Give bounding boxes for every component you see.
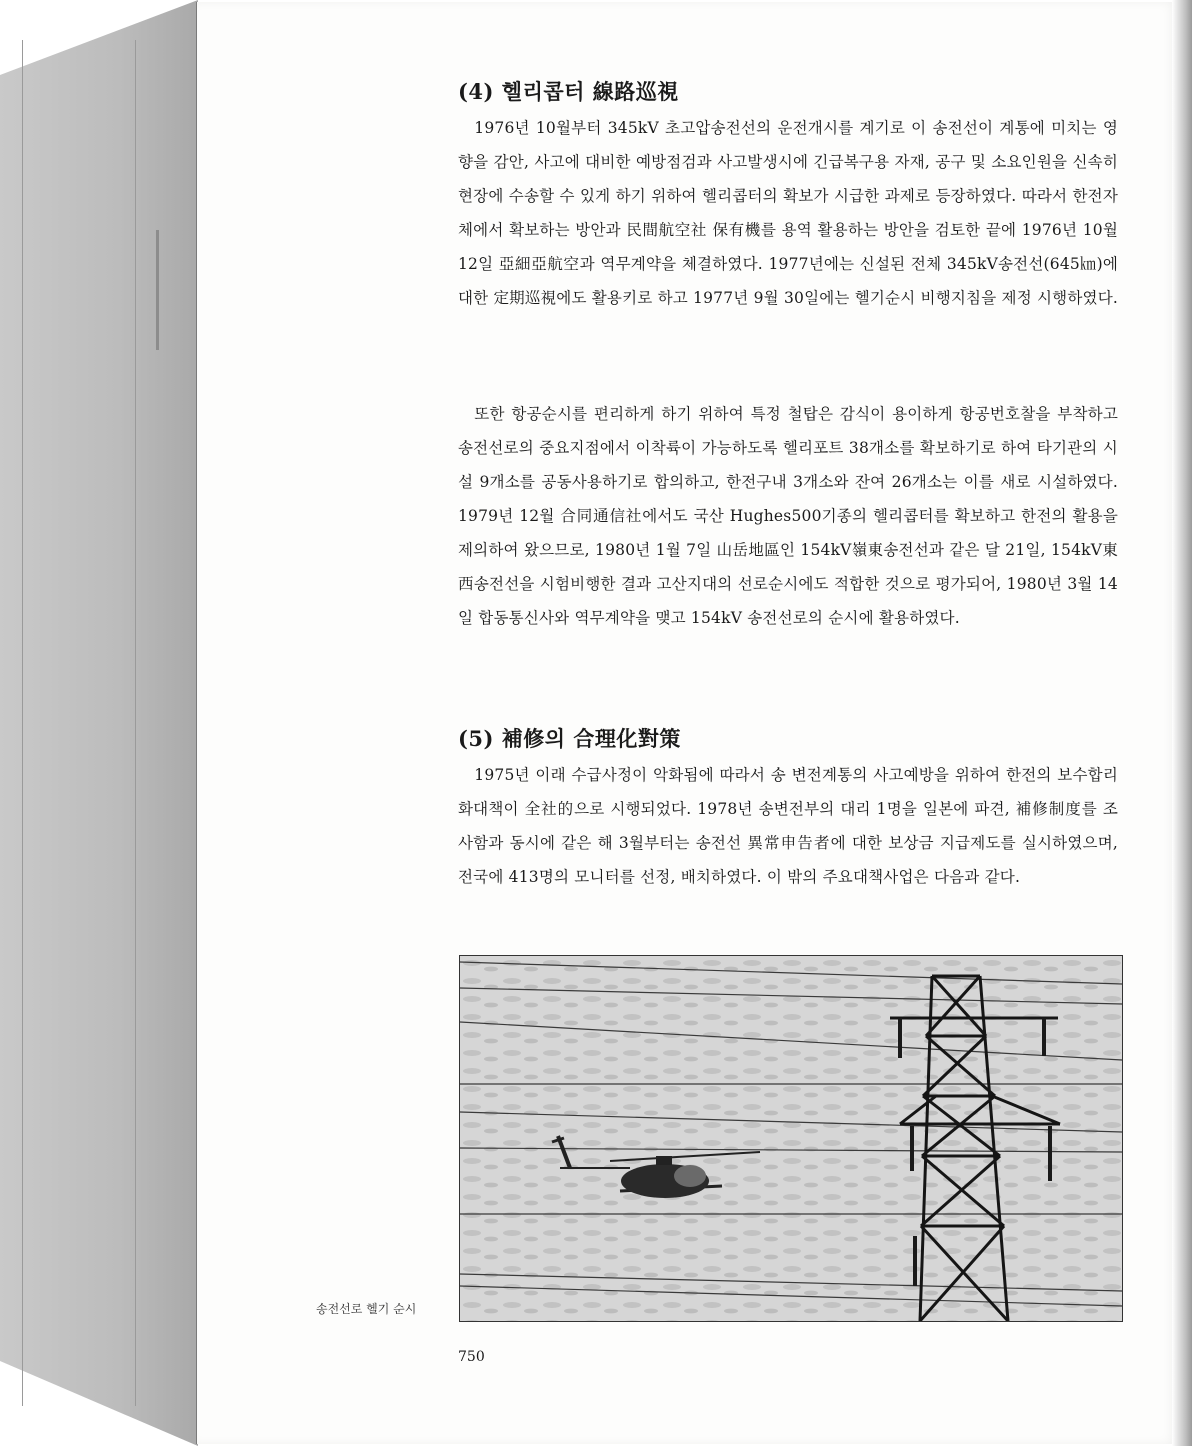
figure-photo (459, 955, 1123, 1322)
figure-caption: 송전선로 헬기 순시 (316, 1302, 417, 1316)
paragraph-maintenance: 1975년 이래 수급사정이 악화됨에 따라서 송 변전계통의 사고예방을 위하여 한전의 보수합리화대책이 全社的으로 시행되었다. 1978년 송변전부의 대리 1명을 일본에 파견, 補修制度를 조사함과 동시에 같은 해 3월부터는 송전선 異常申告者에 대한 보상금 지급제도를 실시하였으며, 전국에 413명의 모니터를 선정, 배치하였다. 이 밖의 주요대책사업은 다음과 같다. (458, 766, 1118, 886)
book-bottom-corner (0, 1361, 198, 1446)
helicopter-photo-illustration (460, 956, 1122, 1321)
book-top-corner (0, 0, 198, 75)
paragraph-helicopter-2: 또한 항공순시를 편리하게 하기 위하여 특정 철탑은 감식이 용이하게 항공번호찰을 부착하고 송전선로의 중요지점에서 이착륙이 가능하도록 헬리포트 38개소를 확보하기로 하여 타기관의 시설 9개소를 공동사용하기로 합의하고, 한전구내 3개소와 잔여 26개소는 이를 새로 시설하였다. 1979년 12월 合同通信社에서도 국산 Hughes500기종의 헬리콥터를 확보하고 한전의 활용을 제의하여 왔으므로, 1980년 1월 7일 山岳地區인 154kV嶺東송전선과 같은 달 21일, 154kV東西송전선을 시험비행한 결과 고산지대의 선로순시에도 적합한 것으로 평가되어, 1980년 3월 14일 합동통신사와 역무계약을 맺고 154kV 송전선로의 순시에 활용하였다. (458, 405, 1118, 627)
page-gutter-shadow (1172, 0, 1192, 1446)
page-edge-line (135, 40, 136, 1406)
paragraph-helicopter-1: 1976년 10월부터 345kV 초고압송전선의 운전개시를 계기로 이 송전선이 계통에 미치는 영향을 감안, 사고에 대비한 예방점검과 사고발생시에 긴급복구용 자재, 공구 및 소요인원을 신속히 현장에 수송할 수 있게 하기 위하여 헬리콥터의 확보가 시급한 과제로 등장하였다. 따라서 한전자체에서 확보하는 방안과 民間航空社 保有機를 용역 활용하는 방안을 검토한 끝에 1976년 10월 12일 亞細亞航空과 역무계약을 체결하였다. 1977년에는 신설된 전체 345kV송전선(645㎞)에 대한 定期巡視에도 활용키로 하고 1977년 9월 30일에는 헬기순시 비행지침을 제정 시행하였다. (458, 119, 1118, 307)
book-page-stack (0, 0, 198, 1446)
page-edge-line (22, 40, 23, 1406)
section-heading-maintenance: (5) 補修의 合理化對策 (458, 726, 681, 751)
spine-mark (156, 230, 159, 350)
page-number: 750 (458, 1349, 485, 1365)
section-heading-helicopter-patrol: (4) 헬리콥터 線路巡視 (458, 79, 679, 104)
